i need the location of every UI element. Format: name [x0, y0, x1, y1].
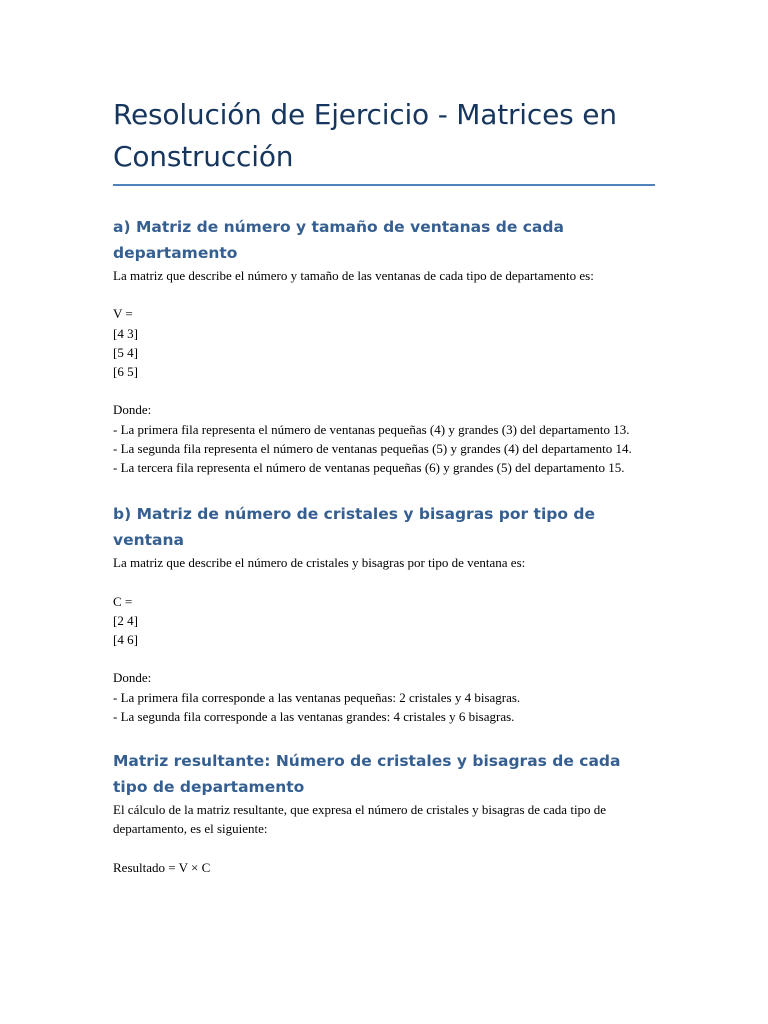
spacer	[113, 285, 655, 304]
section-a	[113, 214, 655, 477]
section-a-donde: Donde:	[113, 402, 152, 418]
matrix-v-row-2: [5 4]	[113, 344, 138, 360]
spacer	[113, 649, 655, 668]
section-b-heading: b) Matriz de número de cristales y bisagras por tipo de ventana	[113, 505, 596, 550]
document-page	[113, 94, 655, 877]
spacer	[113, 838, 655, 857]
section-a-note-3: - La tercera fila representa el número de ventanas pequeñas (6) y grandes (5) del departamento 15.	[113, 460, 625, 475]
section-a-note-2: - La segunda fila representa el número de ventanas pequeñas (5) y grandes (4) del departamento 14.	[113, 440, 632, 456]
section-c	[113, 748, 655, 877]
section-c-intro: El cálculo de la matriz resultante, que expresa el número de cristales y bisagras de cada tipo de departamento, es el siguiente:	[113, 802, 610, 837]
document-title: Resolución de Ejercicio - Matrices en Construcción	[113, 98, 617, 173]
section-b-note-2: - La segunda fila corresponde a las ventanas grandes: 4 cristales y 6 bisagras.	[113, 708, 515, 724]
section-b	[113, 501, 655, 726]
spacer	[113, 381, 655, 400]
matrix-c-row-1: [2 4]	[113, 612, 138, 628]
spacer	[113, 572, 655, 591]
matrix-v-row-3: [6 5]	[113, 364, 138, 379]
matrix-v-row-1: [4 3]	[113, 325, 138, 341]
section-b-note-1: - La primera fila corresponde a las ventanas pequeñas: 2 cristales y 4 bisagras.	[113, 689, 521, 705]
section-c-heading: Matriz resultante: Número de cristales y bisagras de cada tipo de departamento	[113, 752, 621, 796]
matrix-c-row-2: [4 6]	[113, 632, 138, 647]
section-a-heading: a) Matriz de número y tamaño de ventanas de cada departamento	[113, 218, 564, 262]
title-underline	[113, 184, 655, 186]
section-b-intro: La matriz que describe el número de cristales y bisagras por tipo de ventana es:	[113, 555, 526, 571]
result-formula: Resultado = V × C	[113, 859, 211, 875]
matrix-v-label: V =	[113, 306, 133, 322]
matrix-c-label: C =	[113, 593, 133, 609]
section-a-note-1: - La primera fila representa el número de ventanas pequeñas (4) y grandes (3) del departamento 13.	[113, 421, 630, 437]
section-a-intro: La matriz que describe el número y tamaño de las ventanas de cada tipo de departamento es:	[113, 268, 594, 283]
section-b-donde: Donde:	[113, 670, 152, 686]
